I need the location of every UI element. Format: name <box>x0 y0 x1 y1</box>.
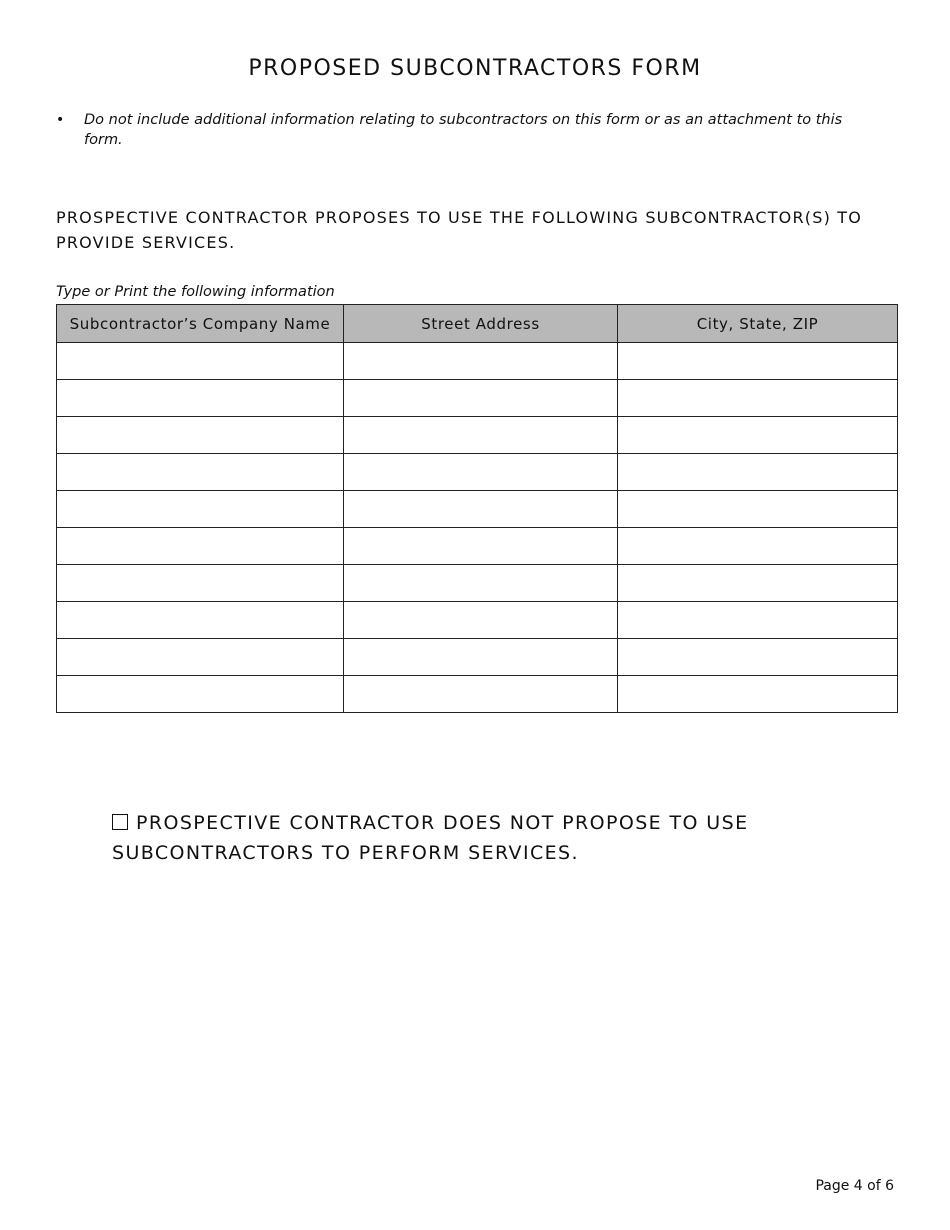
street-address-cell[interactable] <box>344 417 618 454</box>
company-name-cell[interactable] <box>57 602 344 639</box>
header-city-state-zip: City, State, ZIP <box>618 305 898 343</box>
bullet-text: Do not include additional information relating to subcontractors on this form or as an attachment to this form. <box>84 112 843 148</box>
table-body <box>57 343 898 713</box>
subcontractor-table <box>56 304 898 713</box>
company-name-cell[interactable] <box>57 565 344 602</box>
street-address-cell[interactable] <box>344 454 618 491</box>
company-name-cell[interactable] <box>57 417 344 454</box>
city-state-zip-cell[interactable] <box>618 380 898 417</box>
intro-statement: PROSPECTIVE CONTRACTOR PROPOSES TO USE THE FOLLOWING SUBCONTRACTOR(S) TO PROVIDE SERVICES. <box>56 208 863 252</box>
no-subcontractors-checkbox[interactable] <box>112 814 128 830</box>
company-name-cell[interactable] <box>57 676 344 713</box>
fill-instruction: Type or Print the following information <box>56 284 335 300</box>
street-address-cell[interactable] <box>344 528 618 565</box>
street-address-cell[interactable] <box>344 602 618 639</box>
city-state-zip-cell[interactable] <box>618 565 898 602</box>
table-row <box>57 676 898 713</box>
table-row <box>57 639 898 676</box>
company-name-cell[interactable] <box>57 454 344 491</box>
table-row <box>57 343 898 380</box>
table-row <box>57 454 898 491</box>
street-address-cell[interactable] <box>344 565 618 602</box>
street-address-cell[interactable] <box>344 639 618 676</box>
table-row <box>57 417 898 454</box>
header-company-name: Subcontractor’s Company Name <box>57 305 344 343</box>
header-street-address: Street Address <box>344 305 618 343</box>
table-row <box>57 565 898 602</box>
city-state-zip-cell[interactable] <box>618 343 898 380</box>
bullet-icon: • <box>56 112 65 128</box>
company-name-cell[interactable] <box>57 639 344 676</box>
table-row <box>57 602 898 639</box>
table-row <box>57 528 898 565</box>
street-address-cell[interactable] <box>344 380 618 417</box>
company-name-cell[interactable] <box>57 491 344 528</box>
city-state-zip-cell[interactable] <box>618 676 898 713</box>
table-header-row <box>57 305 898 343</box>
city-state-zip-cell[interactable] <box>618 639 898 676</box>
company-name-cell[interactable] <box>57 380 344 417</box>
city-state-zip-cell[interactable] <box>618 417 898 454</box>
no-subcontractors-option <box>112 808 832 868</box>
table-row <box>57 491 898 528</box>
no-subcontractors-label: PROSPECTIVE CONTRACTOR DOES NOT PROPOSE TO USE SUBCONTRACTORS TO PERFORM SERVICES. <box>112 812 749 864</box>
form-title: PROPOSED SUBCONTRACTORS FORM <box>248 56 702 81</box>
city-state-zip-cell[interactable] <box>618 528 898 565</box>
street-address-cell[interactable] <box>344 343 618 380</box>
city-state-zip-cell[interactable] <box>618 454 898 491</box>
instruction-bullet <box>56 110 876 150</box>
company-name-cell[interactable] <box>57 343 344 380</box>
city-state-zip-cell[interactable] <box>618 602 898 639</box>
city-state-zip-cell[interactable] <box>618 491 898 528</box>
street-address-cell[interactable] <box>344 491 618 528</box>
company-name-cell[interactable] <box>57 528 344 565</box>
street-address-cell[interactable] <box>344 676 618 713</box>
table-row <box>57 380 898 417</box>
page-number: Page 4 of 6 <box>815 1178 894 1194</box>
